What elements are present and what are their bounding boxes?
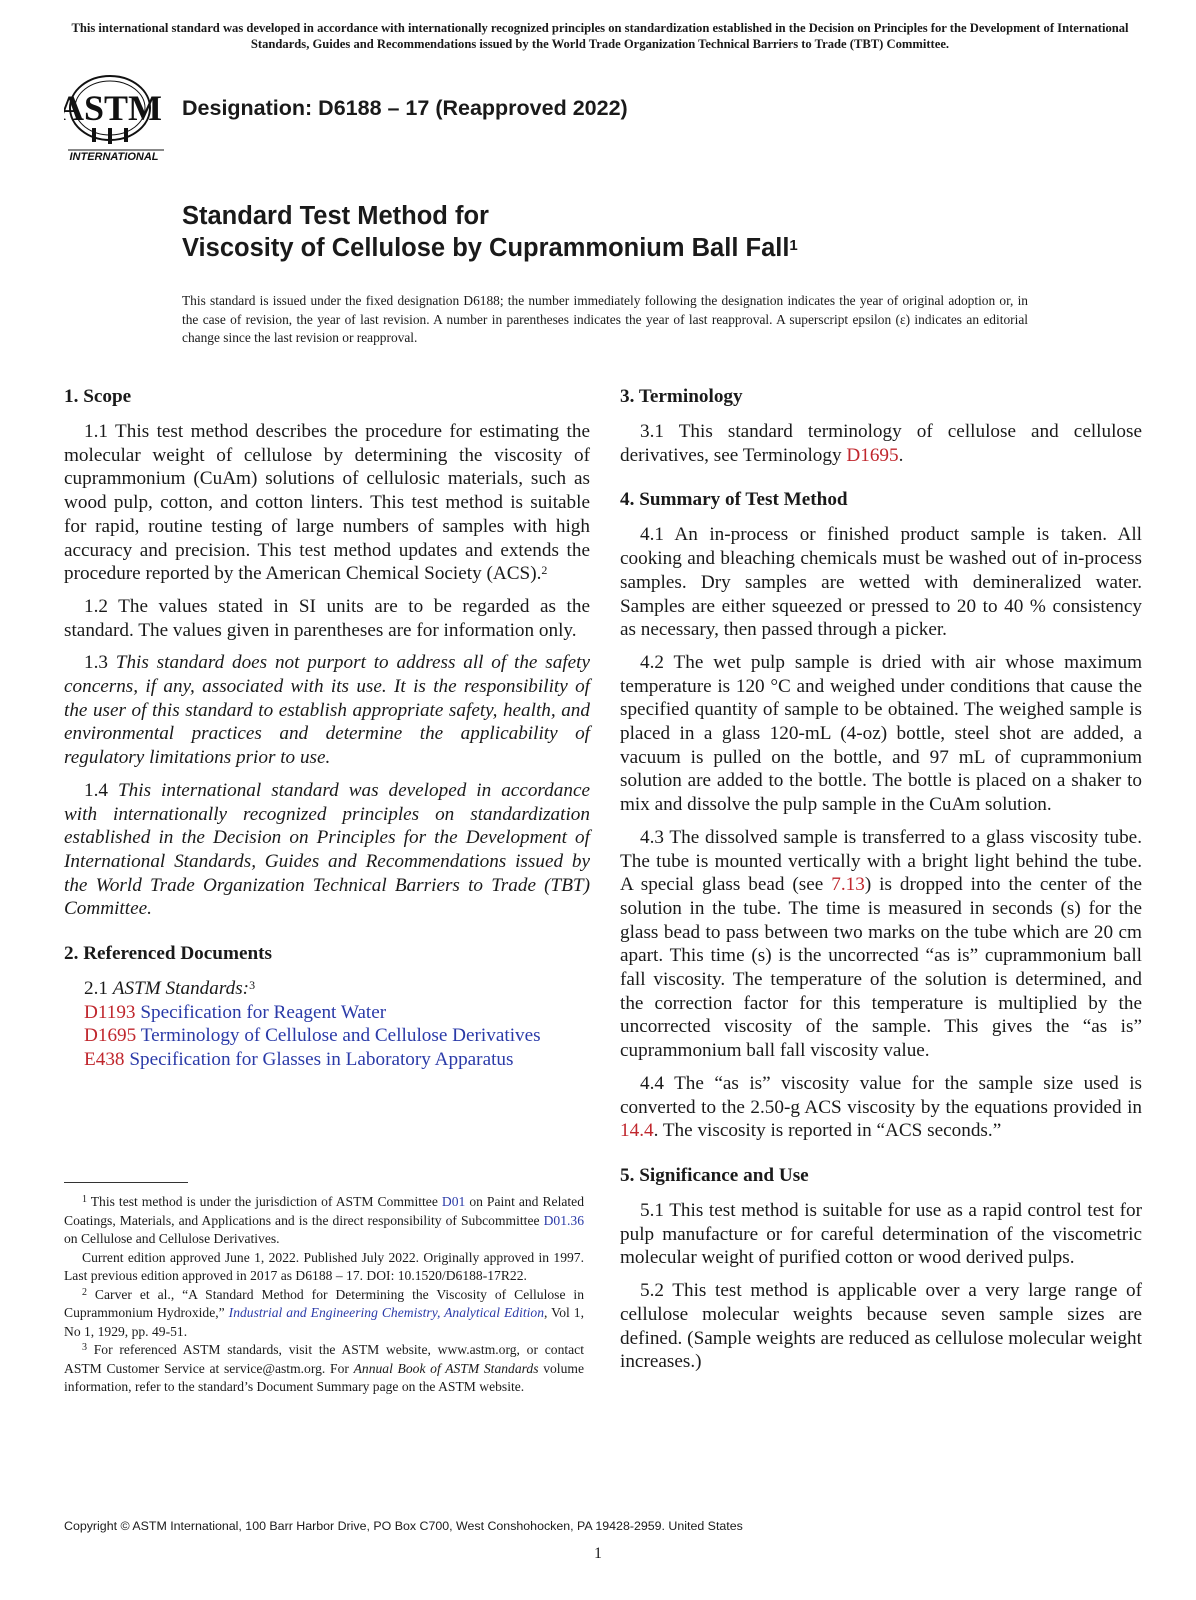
section-referenced-heading: 2. Referenced Documents — [64, 943, 272, 965]
logo-text: ASTM — [64, 88, 163, 128]
logo-subtitle: INTERNATIONAL — [69, 151, 159, 163]
wto-notice: This international standard was developed in accordance with internationally recognized principles on standardization established in the Decision on Principles for the Development of International Standards, Guides and Recommendations issued by the World Trade Organization Technical Barriers to Trade (TBT) Committee. — [71, 21, 1129, 51]
ref-item[interactable] — [84, 1001, 590, 1025]
copyright: Copyright © ASTM International, 100 Barr Harbor Drive, PO Box C700, West Conshohocken, PA 19428-2959. United States — [64, 1519, 743, 1533]
footnote-edition: Current edition approved June 1, 2022. Published July 2022. Originally approved in 1997. Last previous edition approved in 2017 as D6188 – 17. DOI: 10.1520/D6188-17R22. — [64, 1249, 584, 1283]
para-4-4: 4.4 The “as is” viscosity value for the sample size used is converted to the 2.50-g ACS viscosity by the equations provided in 14.4. The viscosity is reported in “ACS seconds.” — [620, 1072, 1142, 1142]
ref-item[interactable] — [84, 1024, 590, 1048]
astm-logo-graphic — [64, 70, 169, 170]
ref-item[interactable] — [84, 1048, 590, 1072]
para-1-2: 1.2 The values stated in SI units are to be regarded as the standard. The values given in parentheses are for information only. — [64, 595, 590, 641]
footnote-divider — [64, 1182, 188, 1183]
link-journal[interactable]: Industrial and Engineering Chemistry, Analytical Edition — [228, 1305, 545, 1320]
designation: Designation: D6188 – 17 (Reapproved 2022) — [182, 96, 628, 120]
section-significance-heading: 5. Significance and Use — [620, 1164, 809, 1186]
ref-code-d1695[interactable]: D1695 — [84, 1025, 137, 1047]
para-3-1: 3.1 This standard terminology of cellulose and cellulose derivatives, see Terminology D1695. — [620, 421, 1142, 466]
title-line-1: Standard Test Method for — [182, 202, 489, 230]
footnote-ref-3[interactable]: 3 — [249, 978, 256, 993]
footnote-1: $^1$ This test method is under the jurisdiction of ASTM Committee D01 on Paint and Related Coatings, Materials, and Applications and is the direct responsibility of Subcommittee D01.36 on Cellulose and Cellulose Derivatives. — [64, 1194, 584, 1246]
link-7-13[interactable]: 7.13 — [831, 874, 865, 896]
left-column — [64, 385, 590, 1072]
footnote-ref-2[interactable]: 2 — [541, 563, 548, 578]
ref-title-d1193[interactable]: Specification for Reagent Water — [140, 1001, 387, 1023]
section-terminology-heading: 3. Terminology — [620, 386, 743, 407]
link-d1695[interactable]: D1695 — [846, 444, 899, 466]
document-title — [182, 200, 798, 264]
para-5-2: 5.2 This test method is applicable over a very large range of cellulose molecular weights because seven sample sizes are defined. (Sample weights are reduced as cellulose molecular weight increases.) — [620, 1280, 1142, 1373]
page-number: 1 — [594, 1545, 602, 1562]
footnote-3: $^3$ For referenced ASTM standards, visit the ASTM website, www.astm.org, or contact ASTM Customer Service at service@astm.org. For Annual Book of ASTM Standards volume information, refer to the standard’s Document Summary page on the ASTM website. — [64, 1342, 584, 1394]
link-d01-36[interactable]: D01.36 — [543, 1212, 584, 1228]
right-column — [620, 385, 1142, 1383]
para-1-4: 1.4 This international standard was developed in accordance with internationally recognized principles on standardization established in the Decision on Principles for the Development of International Standards, Guides and Recommendations issued by the World Trade Organization Technical Barriers to Trade (TBT) Committee. — [64, 779, 590, 920]
title-footnote-mark: 1 — [789, 237, 798, 254]
para-1-1: 1.1 This test method describes the procedure for estimating the molecular weight of cellulose by determining the viscosity of cuprammonium (CuAm) solutions of cellulosic materials, such as wood pulp, cotton, and cotton linters. This test method is suitable for rapid, routine testing of large numbers of samples with high accuracy and precision. This test method updates and extends the procedure reported by the American Chemical Society (ACS).$^2$ — [64, 421, 590, 585]
footnote-2: $^2$ Carver et al., “A Standard Method for Determining the Viscosity of Cellulose in Cuprammonium Hydroxide,” Industrial and Engineering Chemistry, Analytical Edition, Vol 1, No 1, 1929, pp. 49-51. — [64, 1286, 584, 1339]
title-line-2: Viscosity of Cellulose by Cuprammonium Ball Fall$^1$ — [182, 234, 798, 262]
footnotes — [64, 1193, 584, 1397]
para-1-3: 1.3 This standard does not purport to address all of the safety concerns, if any, associated with its use. It is the responsibility of the user of this standard to establish appropriate safety, health, and environmental practices and determine the applicability of regulatory limitations prior to use. — [64, 652, 591, 769]
para-4-2: 4.2 The wet pulp sample is dried with air whose maximum temperature is 120 °C and weighed under conditions that cause the specified quantity of sample to be obtained. The weighed sample is placed in a glass 120-mL (4-oz) bottle, steel shot are added, a vacuum is pulled on the bottle, and 97 mL of cuprammonium solution are added to the bottle. The bottle is placed on a shaker to mix and dissolve the pulp sample in the CuAm solution. — [620, 651, 1142, 816]
section-scope-heading: 1. Scope — [64, 386, 132, 407]
para-4-1: 4.1 An in-process or finished product sample is taken. All cooking and bleaching chemicals must be washed out of in-process samples. Dry samples are wetted with demineralized water. Samples are either squeezed or pressed to 20 to 40 % consistency as necessary, then passed through a picker. — [620, 524, 1142, 641]
ref-code-e438[interactable]: E438 — [84, 1049, 125, 1071]
ref-code-d1193[interactable]: D1193 — [84, 1001, 136, 1023]
astm-logo — [64, 70, 169, 170]
ref-title-d1695[interactable]: Terminology of Cellulose and Cellulose Derivatives — [140, 1025, 541, 1047]
link-14-4[interactable]: 14.4 — [620, 1120, 654, 1142]
para-4-3: 4.3 The dissolved sample is transferred to a glass viscosity tube. The tube is mounted vertically with a bright light behind the tube. A special glass bead (see 7.13) is dropped into the center of the solution in the tube. The time is measured in seconds (s) for the glass bead to pass between two marks on the tube which are 20 cm apart. This time (s) is the uncorrected “as is” cuprammonium ball fall viscosity. The temperature of the solution is determined, and the correction factor for this temperature is multiplied by the uncorrected viscosity of the sample. This gives the “as is” cuprammonium ball fall viscosity value. — [620, 826, 1142, 1062]
para-2-1: 2.1 ASTM Standards:$^3$ — [84, 978, 256, 1000]
ref-title-e438[interactable]: Specification for Glasses in Laboratory Apparatus — [129, 1049, 514, 1071]
link-d01[interactable]: D01 — [441, 1194, 466, 1209]
para-5-1: 5.1 This test method is suitable for use as a rapid control test for pulp manufacture or for careful determination of the viscometric molecular weight of purified cotton or wood derived pulps. — [620, 1199, 1142, 1269]
section-summary-heading: 4. Summary of Test Method — [620, 489, 848, 511]
issued-note: This standard is issued under the fixed designation D6188; the number immediately following the designation indicates the year of original adoption or, in the case of revision, the year of last revision. A number in parentheses indicates the year of last reapproval. A superscript epsilon (ε) indicates an editorial change since the last revision or reapproval. — [182, 293, 1028, 346]
